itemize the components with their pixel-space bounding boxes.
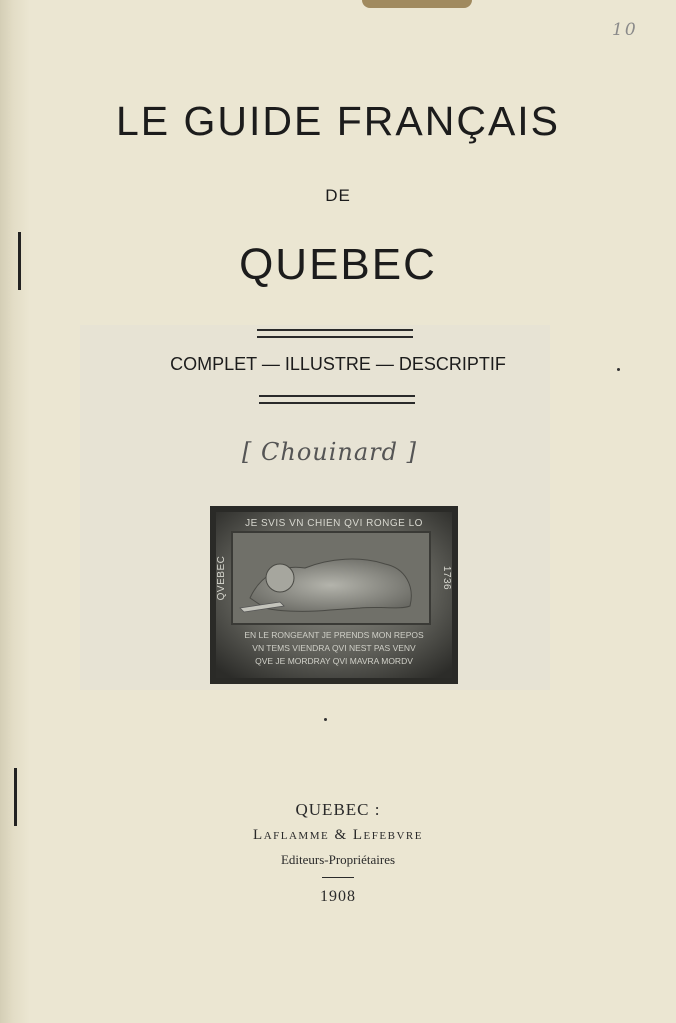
title-connector: DE bbox=[325, 186, 351, 205]
imprint-rule bbox=[322, 877, 354, 878]
imprint-city: QUEBEC : bbox=[295, 800, 381, 819]
dog-head bbox=[266, 564, 294, 592]
top-stain bbox=[362, 0, 472, 8]
handwritten-author-note: [ Chouinard ] bbox=[242, 438, 417, 466]
plaque-year: 1736 bbox=[441, 565, 452, 591]
double-rule-bottom bbox=[259, 395, 415, 404]
plaque-side-inscription: QVEBEC bbox=[216, 555, 227, 601]
title-city: QUEBEC bbox=[239, 240, 437, 289]
subtitle: COMPLET — ILLUSTRE — DESCRIPTIF bbox=[170, 354, 506, 374]
imprint-publisher-role: Editeurs-Propriétaires bbox=[280, 852, 396, 867]
spine-shadow bbox=[0, 0, 30, 1023]
plaque-verse-line: EN LE RONGEANT JE PRENDS MON REPOS bbox=[244, 630, 424, 640]
pencil-annotation: 10 bbox=[612, 20, 638, 40]
ink-speck bbox=[324, 718, 327, 721]
plaque-top-inscription: JE SVIS VN CHIEN QVI RONGE LO bbox=[245, 518, 423, 529]
imprint-year: 1908 bbox=[320, 888, 356, 905]
title-main: LE GUIDE FRANÇAIS bbox=[115, 98, 561, 144]
plaque-verse-line: QVE JE MORDRAY QVI MAVRA MORDV bbox=[255, 656, 413, 666]
plaque-verse-line: VN TEMS VIENDRA QVI NEST PAS VENV bbox=[252, 643, 416, 653]
golden-dog-plaque-image bbox=[210, 506, 458, 684]
double-rule-top bbox=[257, 329, 413, 338]
imprint-publisher: Laflamme & Lefebvre bbox=[253, 827, 423, 843]
